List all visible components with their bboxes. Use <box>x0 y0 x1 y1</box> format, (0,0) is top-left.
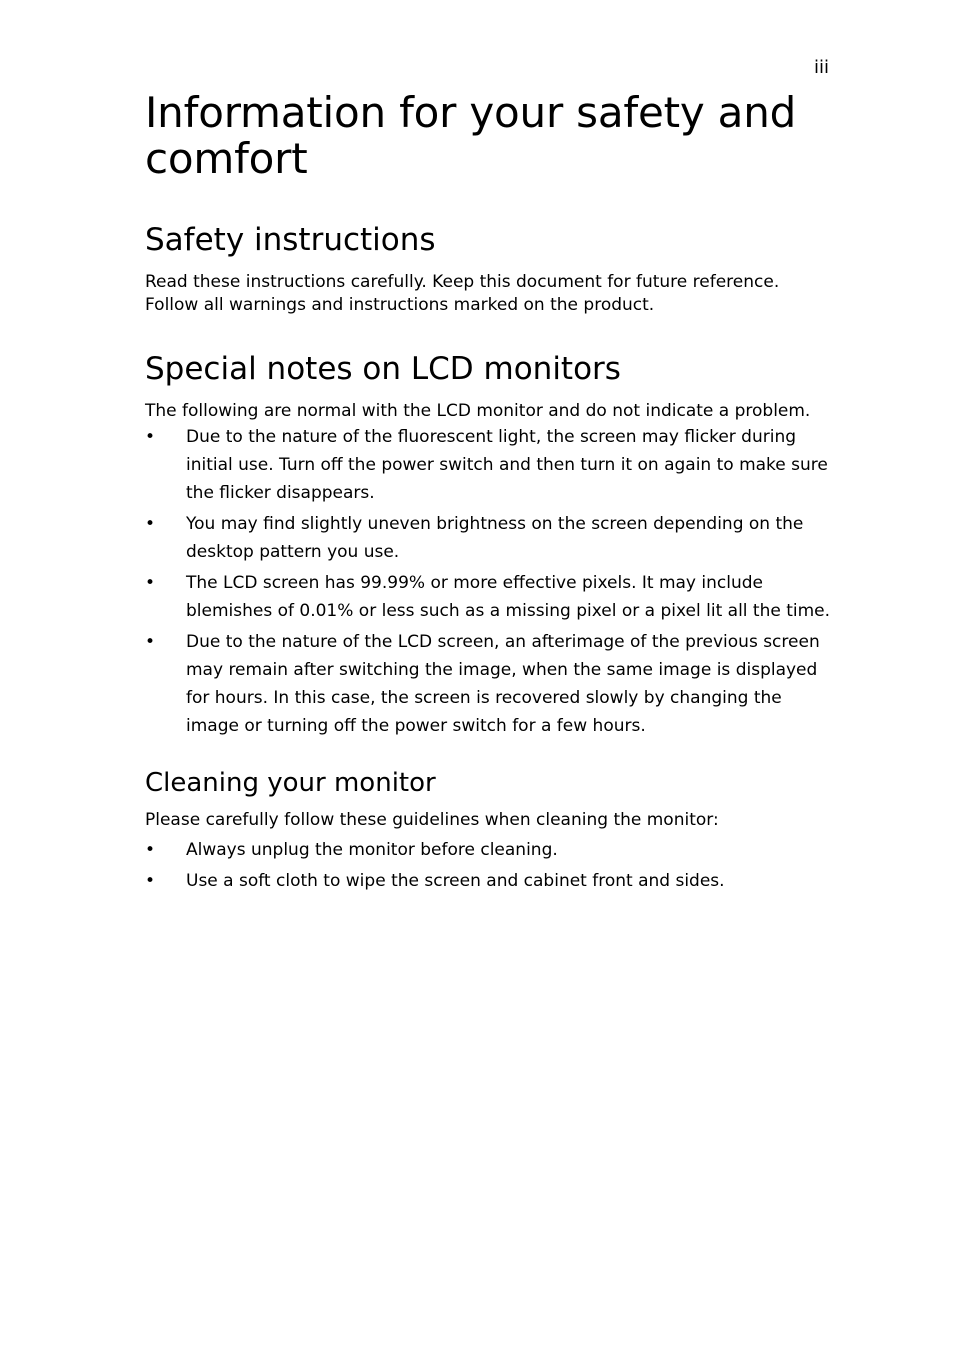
list-item <box>145 569 835 625</box>
safety-paragraph-line: Read these instructions carefully. Keep this document for future reference. <box>145 272 780 292</box>
page-number: iii <box>813 57 829 78</box>
lcd-bullet-list <box>145 423 835 740</box>
lcd-intro: The following are normal with the LCD monitor and do not indicate a problem. <box>145 401 811 421</box>
list-item-text: Always unplug the monitor before cleaning. <box>186 840 558 860</box>
document-body <box>145 90 835 898</box>
list-item-text: Due to the nature of the LCD screen, an afterimage of the previous screen may remain after switching the image, when the same image is displayed for hours. In this case, the screen is recovered slowly by changing the image or turning off the power switch for a few hours. <box>186 632 820 736</box>
list-item <box>145 423 835 507</box>
bullet-icon: • <box>145 871 156 891</box>
safety-paragraph-line: Follow all warnings and instructions marked on the product. <box>145 295 655 315</box>
page-title: Information for your safety and comfort <box>145 88 797 183</box>
list-item-text: Due to the nature of the fluorescent light, the screen may flicker during initial use. Turn off the power switch and then turn it on again to make sure the flicker disappears. <box>186 427 828 503</box>
bullet-icon: • <box>145 632 156 652</box>
cleaning-bullet-list <box>145 836 835 895</box>
bullet-icon: • <box>145 840 156 860</box>
list-item <box>145 867 835 895</box>
list-item-text: You may find slightly uneven brightness on the screen depending on the desktop pattern you use. <box>186 514 804 562</box>
bullet-icon: • <box>145 514 156 534</box>
bullet-icon: • <box>145 427 156 447</box>
cleaning-intro: Please carefully follow these guidelines when cleaning the monitor: <box>145 810 719 830</box>
list-item <box>145 510 835 566</box>
list-item-text: The LCD screen has 99.99% or more effective pixels. It may include blemishes of 0.01% or less such as a missing pixel or a pixel lit all the time. <box>186 573 831 621</box>
section-heading-cleaning: Cleaning your monitor <box>145 768 436 798</box>
list-item <box>145 836 835 864</box>
bullet-icon: • <box>145 573 156 593</box>
list-item-text: Use a soft cloth to wipe the screen and cabinet front and sides. <box>186 871 725 891</box>
section-heading-lcd: Special notes on LCD monitors <box>145 351 621 387</box>
section-heading-safety: Safety instructions <box>145 222 436 258</box>
list-item <box>145 628 835 740</box>
